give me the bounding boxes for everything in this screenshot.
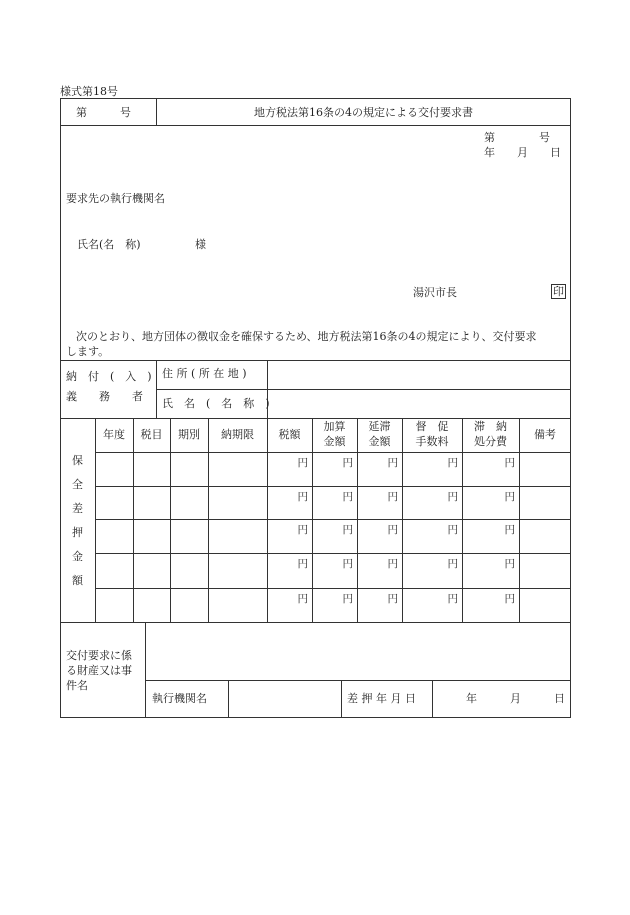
column-header-additional: 加算 [323, 420, 346, 433]
column-header-tax-item: 税目 [140, 428, 163, 441]
body-text-line-2: します。 [66, 345, 110, 358]
document-date: 年 月 日 [484, 146, 561, 159]
side-label-char: 押 [72, 526, 83, 539]
column-header-due-date: 納期限 [221, 428, 254, 441]
divider [267, 418, 268, 622]
divider [357, 418, 358, 622]
form-number: 様式第18号 [60, 85, 118, 98]
side-label-char: 差 [72, 502, 83, 515]
column-header-period: 期別 [178, 428, 200, 441]
seizure-date-label: 差 押 年 月 日 [347, 692, 416, 705]
yen-unit: 円 [387, 524, 398, 536]
request-form [60, 98, 571, 718]
yen-unit: 円 [297, 558, 308, 570]
divider [519, 418, 520, 622]
column-header-delinquency: 金額 [368, 435, 391, 448]
side-label-char: 全 [72, 478, 83, 491]
body-text-line-1: 次のとおり、地方団体の徴収金を確保するため、地方税法第16条の4の規定により、交付要求 [76, 330, 537, 343]
side-label-char: 保 [72, 454, 83, 467]
yen-unit: 円 [297, 593, 308, 605]
divider [60, 360, 571, 361]
divider [95, 553, 571, 554]
taxpayer-name-label: 氏 名 ( 名 称 ) [162, 397, 270, 410]
yen-unit: 円 [504, 491, 515, 503]
divider [145, 680, 571, 681]
recipient-name-label: 氏名(名 称) [77, 238, 141, 251]
yen-unit: 円 [504, 593, 515, 605]
document-number: 第 号 [484, 131, 550, 144]
yen-unit: 円 [297, 491, 308, 503]
yen-unit: 円 [504, 524, 515, 536]
recipient-agency-label: 要求先の執行機関名 [66, 192, 165, 205]
column-header-delinquency: 延滞 [368, 420, 391, 433]
column-header-disposition-cost: 処分費 [474, 435, 507, 448]
column-header-year: 年度 [103, 428, 125, 441]
yen-unit: 円 [387, 558, 398, 570]
yen-unit: 円 [447, 593, 458, 605]
yen-unit: 円 [447, 457, 458, 469]
divider [170, 418, 171, 622]
yen-unit: 円 [447, 558, 458, 570]
divider [60, 622, 571, 623]
side-label-char: 額 [72, 574, 83, 587]
divider [95, 486, 571, 487]
column-header-additional: 金額 [323, 435, 346, 448]
divider [341, 680, 342, 718]
seizure-date-value: 年 月 日 [466, 692, 565, 705]
side-label-char: 金 [72, 550, 83, 563]
issuer-name: 湯沢市長 [413, 286, 457, 299]
header-number-label: 第 号 [76, 106, 131, 119]
column-header-reminder-fee: 督 促 [415, 420, 449, 433]
divider [462, 418, 463, 622]
column-header-remarks: 備考 [534, 428, 556, 441]
divider [95, 519, 571, 520]
yen-unit: 円 [342, 558, 353, 570]
yen-unit: 円 [447, 524, 458, 536]
yen-unit: 円 [342, 593, 353, 605]
yen-unit: 円 [387, 491, 398, 503]
yen-unit: 円 [387, 457, 398, 469]
address-label: 住 所 ( 所 在 地 ) [162, 367, 247, 380]
seal-mark: 印 [553, 285, 564, 298]
divider [60, 125, 571, 126]
yen-unit: 円 [342, 491, 353, 503]
executing-agency-label: 執行機関名 [152, 692, 207, 705]
column-header-tax-amount: 税額 [278, 428, 301, 441]
taxpayer-label-line-2: 義 務 者 [66, 390, 143, 403]
divider [133, 418, 134, 622]
property-label-line-3: 件名 [66, 679, 88, 692]
honorific: 様 [195, 238, 206, 251]
divider [228, 680, 229, 718]
divider [208, 418, 209, 622]
yen-unit: 円 [504, 558, 515, 570]
yen-unit: 円 [297, 524, 308, 536]
divider [95, 452, 571, 453]
taxpayer-label-line-1: 納 付 ( 入 ) [66, 370, 152, 383]
yen-unit: 円 [447, 491, 458, 503]
property-label-line-2: る財産又は事 [66, 664, 132, 677]
yen-unit: 円 [342, 524, 353, 536]
divider [312, 418, 313, 622]
divider [145, 622, 146, 718]
column-header-disposition-cost: 滞 納 [474, 420, 507, 433]
form-title: 地方税法第16条の4の規定による交付要求書 [254, 106, 473, 119]
divider [95, 588, 571, 589]
divider [402, 418, 403, 622]
yen-unit: 円 [342, 457, 353, 469]
divider [60, 418, 571, 419]
yen-unit: 円 [504, 457, 515, 469]
yen-unit: 円 [297, 457, 308, 469]
property-label-line-1: 交付要求に係 [66, 649, 132, 662]
column-header-reminder-fee: 手数料 [415, 435, 449, 448]
divider [95, 418, 96, 622]
divider [156, 389, 571, 390]
yen-unit: 円 [387, 593, 398, 605]
